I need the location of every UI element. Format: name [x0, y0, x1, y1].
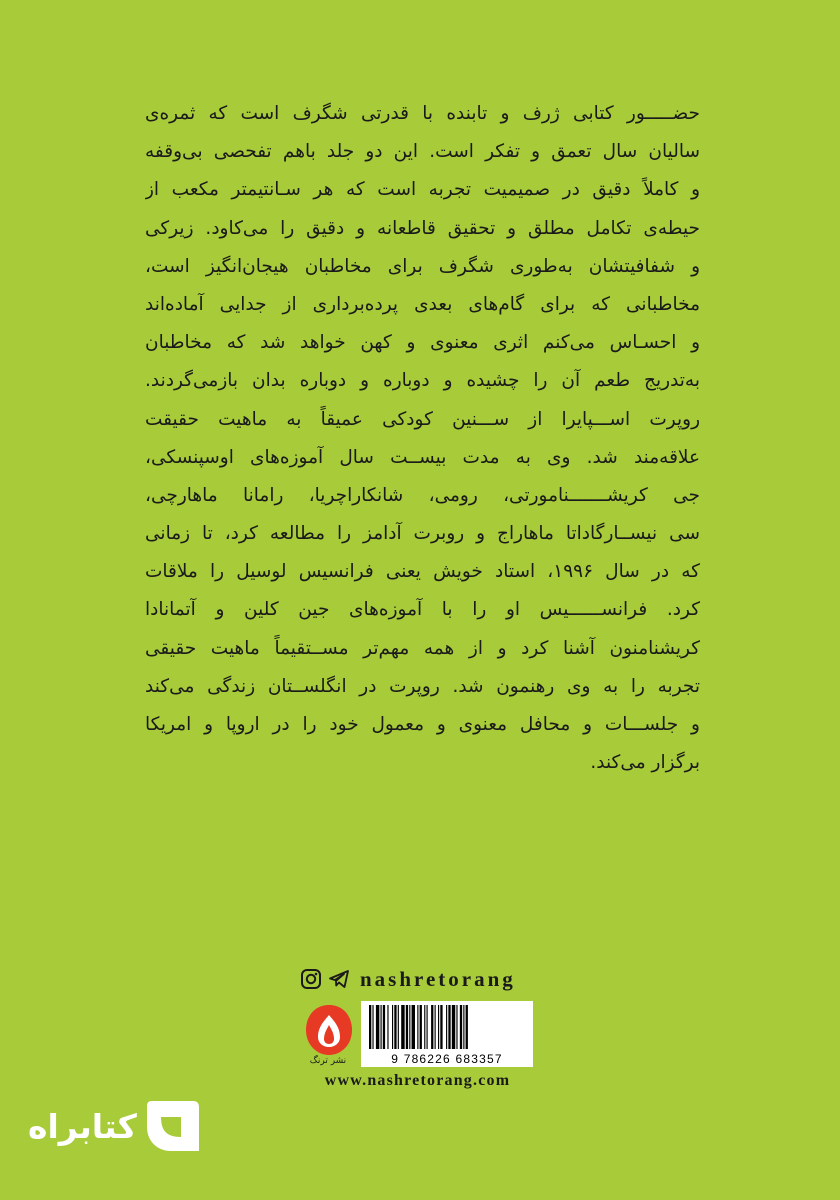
ketabrah-text: کتابراه [28, 1106, 137, 1146]
description-line: مخاطبانی که برای گام‌های بعدی پرده‌برداری از جدایی آماده‌اند [145, 293, 700, 315]
website-link[interactable]: www.nashretorang.com [324, 1072, 511, 1089]
description-line: کریشنامنون آشنا کرد و از همه مهم‌تر مســتقیماً ماهیت حقیقی [145, 637, 700, 659]
instagram-icon[interactable] [300, 968, 322, 990]
description-line: کرد. فرانســــــیس او را با آموزه‌های جین کلین و آتمانادا [145, 599, 700, 621]
ketabrah-watermark [28, 1095, 228, 1157]
description-line: و کاملاً دقیق در صمیمیت تجربه است که هر سـانتیمتر مکعب از [145, 179, 700, 201]
description-line: که در سال ۱۹۹۶، استاد خویش یعنی فرانسیس لوسیل را ملاقات [145, 561, 700, 583]
description-line: حضـــــور کتابی ژرف و تابنده با قدرتی شگرف است که ثمره‌ی [145, 103, 700, 124]
description-line: تجربه را به وی رهنمون شد. روپرت در انگلســتان زندگی می‌کند [145, 675, 700, 697]
description-line: و شفافیتشان به‌طوری شگرف برای مخاطبان هیجان‌انگیز است، [145, 255, 700, 277]
description-line: برگزار می‌کند. [590, 752, 700, 774]
description-line: به‌تدریج طعم آن را چشیده و دوباره و دوباره بدان بازمی‌گردند. [145, 370, 700, 392]
description-line: روپرت اســـپایرا از ســـنین کودکی عمیقاً به ماهیت حقیقت [145, 408, 700, 430]
isbn-number: 9 786226 683357 [391, 1052, 503, 1066]
description-line: حیطه‌ی تکامل مطلق و تحقیق قاطعانه و دقیق را می‌کاود. زیرکی [145, 217, 700, 239]
description-line: و جلســـات و محافل معنوی و معمول خود را در اروپا و امریکا [145, 714, 700, 735]
book-description [145, 95, 700, 782]
description-line: سالیان سال تعمق و تفکر است. این دو جلد باهم تفحصی بی‌وقفه [145, 141, 700, 163]
publisher-name: نشر ترنگ [309, 1056, 347, 1066]
description-line: علاقه‌مند شد. وی به مدت بیســت سال آموزه‌های اوسپنسکی، [145, 446, 700, 468]
description-line: و احسـاس می‌کنم اثری معنوی و کهن خواهد شد که مخاطبان [145, 332, 700, 354]
social-links [300, 966, 530, 992]
description-line: سی نیســارگاداتا ماهاراج و روبرت آدامز را مطالعه کرد، تا زمانی [145, 523, 700, 545]
telegram-icon[interactable] [328, 968, 350, 990]
ketabrah-logo-icon [141, 1095, 203, 1157]
isbn-barcode [361, 1001, 533, 1067]
social-handle[interactable]: nashretorang [360, 966, 516, 991]
description-line: جی کریشـــــــنامورتی، رومی، شانکاراچریا، رامانا ماهارچی، [145, 484, 700, 506]
